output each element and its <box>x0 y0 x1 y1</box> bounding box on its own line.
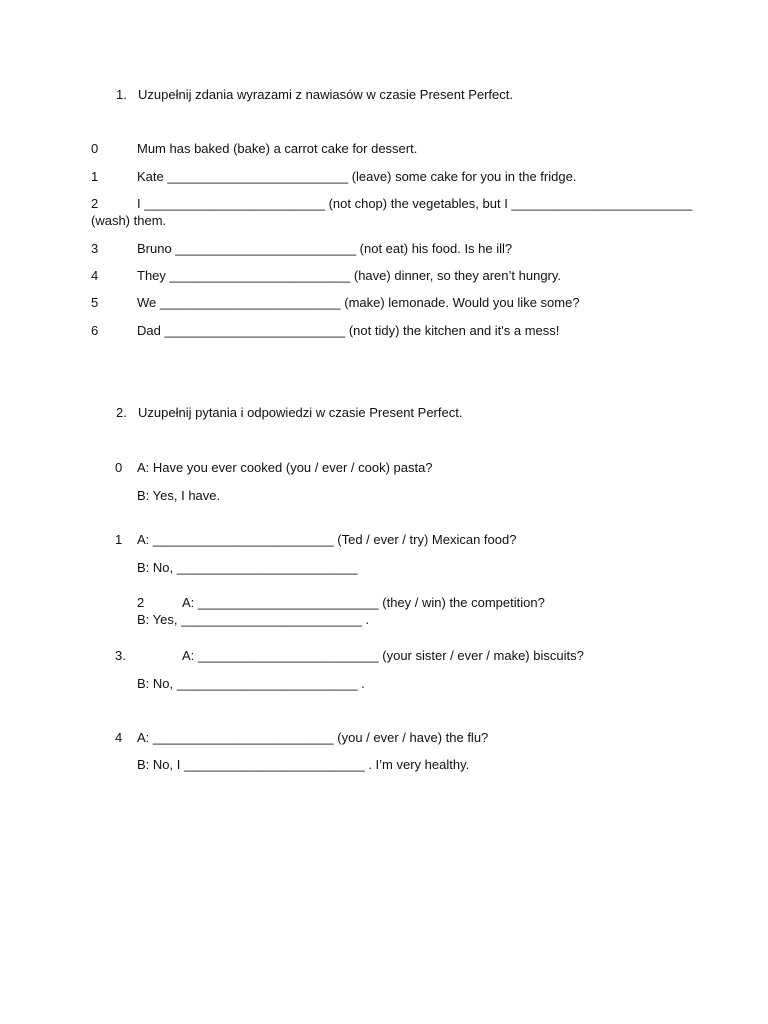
ex2-question: A: _________________________ (they / win) the competition? <box>182 595 545 610</box>
ex1-item-number: 0 <box>91 141 99 156</box>
ex1-item-number: 2 <box>91 196 99 211</box>
ex2-question: A: _________________________ (you / ever / have) the flu? <box>137 730 489 745</box>
ex1-item-text: They _________________________ (have) dinner, so they aren’t hungry. <box>137 268 562 283</box>
ex1-item-number: 4 <box>91 268 99 283</box>
ex2-question: A: _________________________ (Ted / ever / try) Mexican food? <box>137 532 517 547</box>
exercise-1-instruction: Uzupełnij zdania wyrazami z nawiasów w czasie Present Perfect. <box>138 87 513 102</box>
ex1-item-text: Dad _________________________ (not tidy) the kitchen and it's a mess! <box>137 323 560 338</box>
ex2-answer: B: Yes, _________________________ . <box>137 612 370 627</box>
exercise-1-number: 1. <box>116 87 127 102</box>
exercise-2-number: 2. <box>116 405 127 420</box>
ex2-answer: B: Yes, I have. <box>137 488 221 503</box>
ex1-item-text: Mum has baked (bake) a carrot cake for dessert. <box>137 141 418 156</box>
ex2-item-number: 3. <box>115 648 126 663</box>
ex1-item-text: We _________________________ (make) lemonade. Would you like some? <box>137 295 580 310</box>
ex1-item-number: 3 <box>91 241 99 256</box>
ex2-item-number: 1 <box>115 532 123 547</box>
ex2-question: A: _________________________ (your sister / ever / make) biscuits? <box>182 648 584 663</box>
ex1-item-number: 6 <box>91 323 99 338</box>
ex2-answer: B: No, _________________________ . <box>137 676 365 691</box>
ex1-item-number: 5 <box>91 295 99 310</box>
ex2-item-number: 2 <box>137 595 145 610</box>
ex2-answer: B: No, I _________________________ . I’m very healthy. <box>137 757 470 772</box>
ex1-item-continuation: (wash) them. <box>91 213 167 228</box>
ex1-item-text: Bruno _________________________ (not eat) his food. Is he ill? <box>137 241 513 256</box>
ex2-item-number: 0 <box>115 460 123 475</box>
ex2-question: A: Have you ever cooked (you / ever / cook) pasta? <box>137 460 433 475</box>
exercise-2-instruction: Uzupełnij pytania i odpowiedzi w czasie Present Perfect. <box>138 405 463 420</box>
ex1-item-text: Kate _________________________ (leave) some cake for you in the fridge. <box>137 169 577 184</box>
ex1-item-text: I _________________________ (not chop) the vegetables, but I _________________________ <box>137 196 693 211</box>
ex2-answer: B: No, _________________________ <box>137 560 358 575</box>
ex2-item-number: 4 <box>115 730 123 745</box>
ex1-item-number: 1 <box>91 169 99 184</box>
